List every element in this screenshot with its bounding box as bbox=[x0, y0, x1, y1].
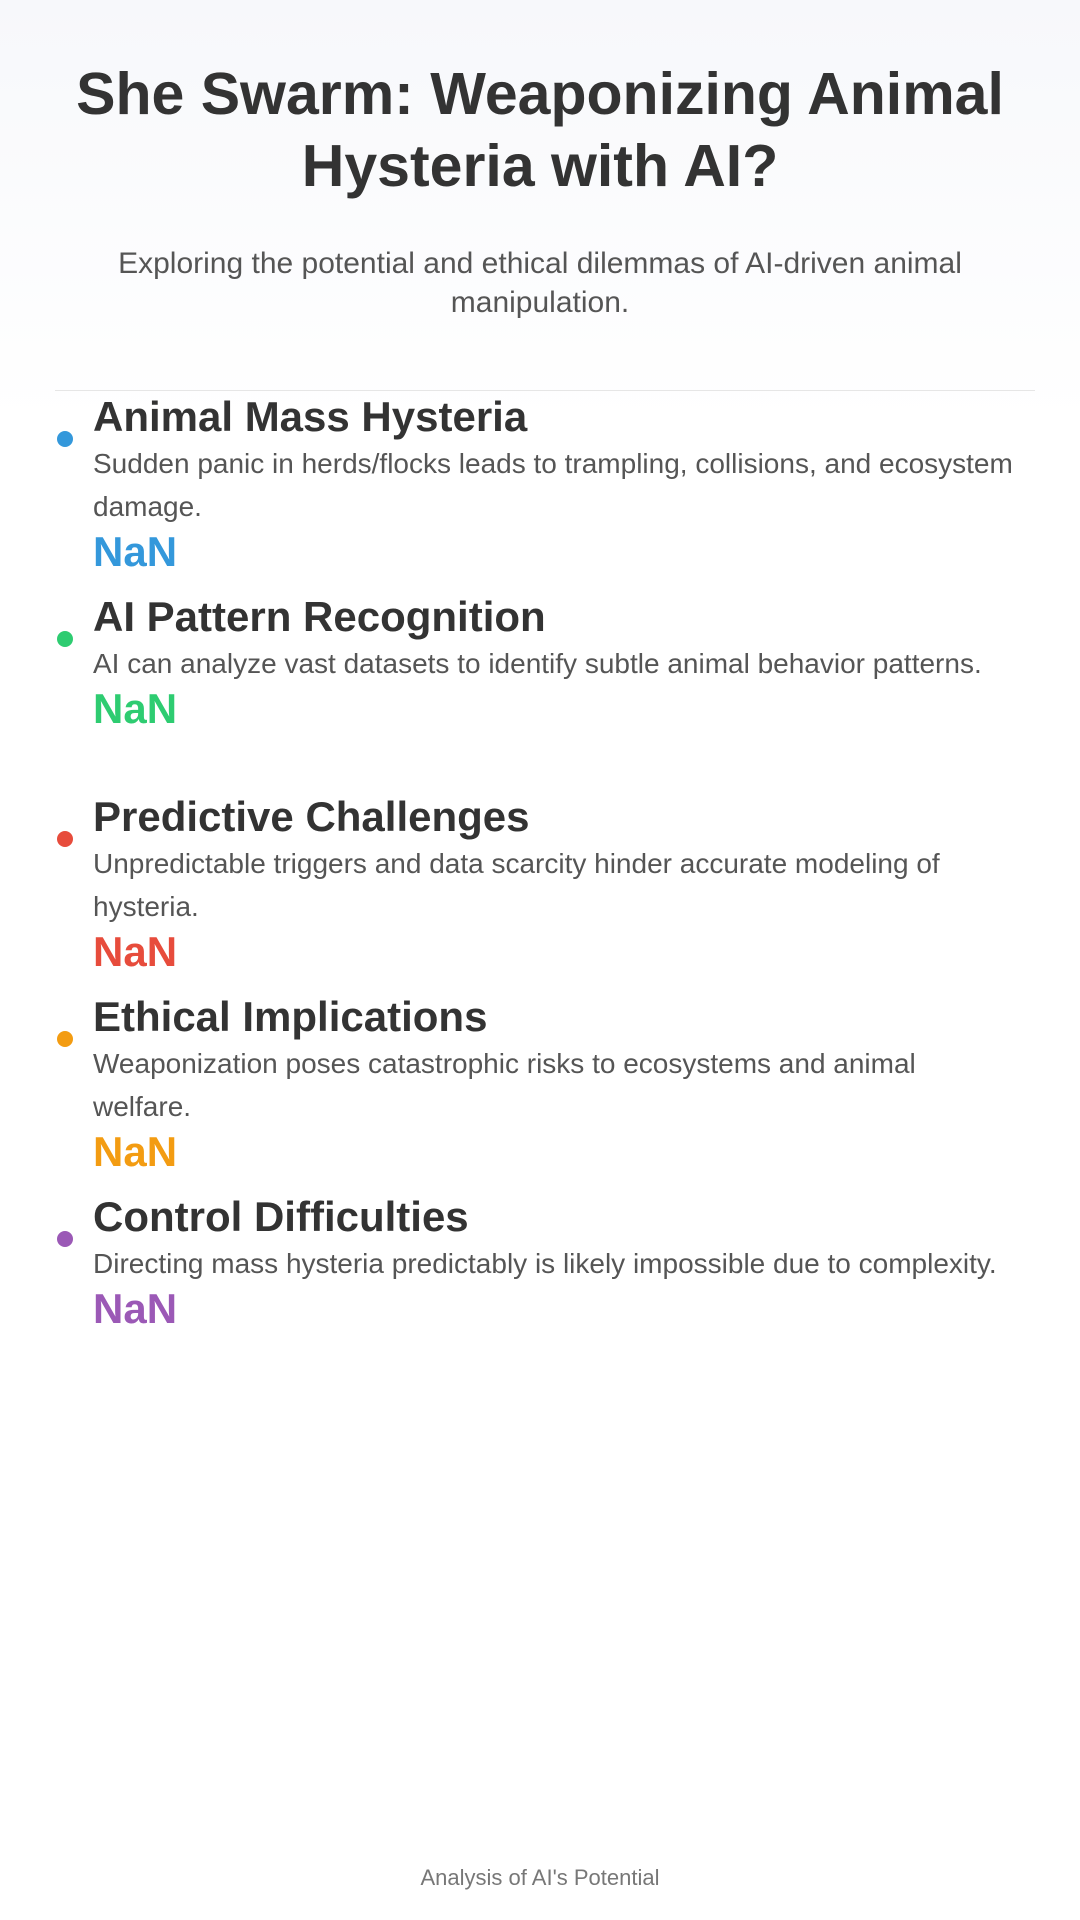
item-value: NaN bbox=[93, 528, 178, 575]
bullet-dot-icon bbox=[57, 431, 73, 447]
item-value: NaN bbox=[93, 1285, 178, 1332]
item-description: Weaponization poses catastrophic risks to ecosystems and animal welfare. bbox=[93, 1048, 916, 1122]
item-description: Unpredictable triggers and data scarcity hinder accurate modeling of hysteria. bbox=[93, 848, 940, 922]
item-description: Directing mass hysteria predictably is likely impossible due to complexity. bbox=[93, 1248, 997, 1279]
footer-text: Analysis of AI's Potential bbox=[420, 1865, 660, 1890]
bullet-dot-icon bbox=[57, 831, 73, 847]
page-title: She Swarm: Weaponizing Animal Hysteria with AI? bbox=[76, 61, 1004, 199]
item-title: AI Pattern Recognition bbox=[93, 593, 546, 640]
list-item bbox=[55, 1192, 1015, 1392]
item-title: Animal Mass Hysteria bbox=[93, 393, 528, 440]
item-value: NaN bbox=[93, 1128, 178, 1175]
item-description: AI can analyze vast datasets to identify subtle animal behavior patterns. bbox=[93, 648, 982, 679]
item-value: NaN bbox=[93, 928, 178, 975]
item-title: Control Difficulties bbox=[93, 1193, 469, 1240]
header bbox=[55, 58, 1025, 322]
item-description: Sudden panic in herds/flocks leads to trampling, collisions, and ecosystem damage. bbox=[93, 448, 1013, 522]
list-item bbox=[55, 392, 1015, 592]
item-title: Predictive Challenges bbox=[93, 793, 530, 840]
bullet-dot-icon bbox=[57, 1231, 73, 1247]
list-item bbox=[55, 592, 1015, 792]
list-item bbox=[55, 992, 1015, 1192]
item-value: NaN bbox=[93, 685, 178, 732]
bullet-dot-icon bbox=[57, 631, 73, 647]
item-list bbox=[55, 392, 1015, 1392]
page-subtitle: Exploring the potential and ethical dilemmas of AI-driven animal manipulation. bbox=[118, 247, 962, 319]
bullet-dot-icon bbox=[57, 1031, 73, 1047]
item-title: Ethical Implications bbox=[93, 993, 488, 1040]
header-divider bbox=[55, 390, 1035, 391]
list-item bbox=[55, 792, 1015, 992]
